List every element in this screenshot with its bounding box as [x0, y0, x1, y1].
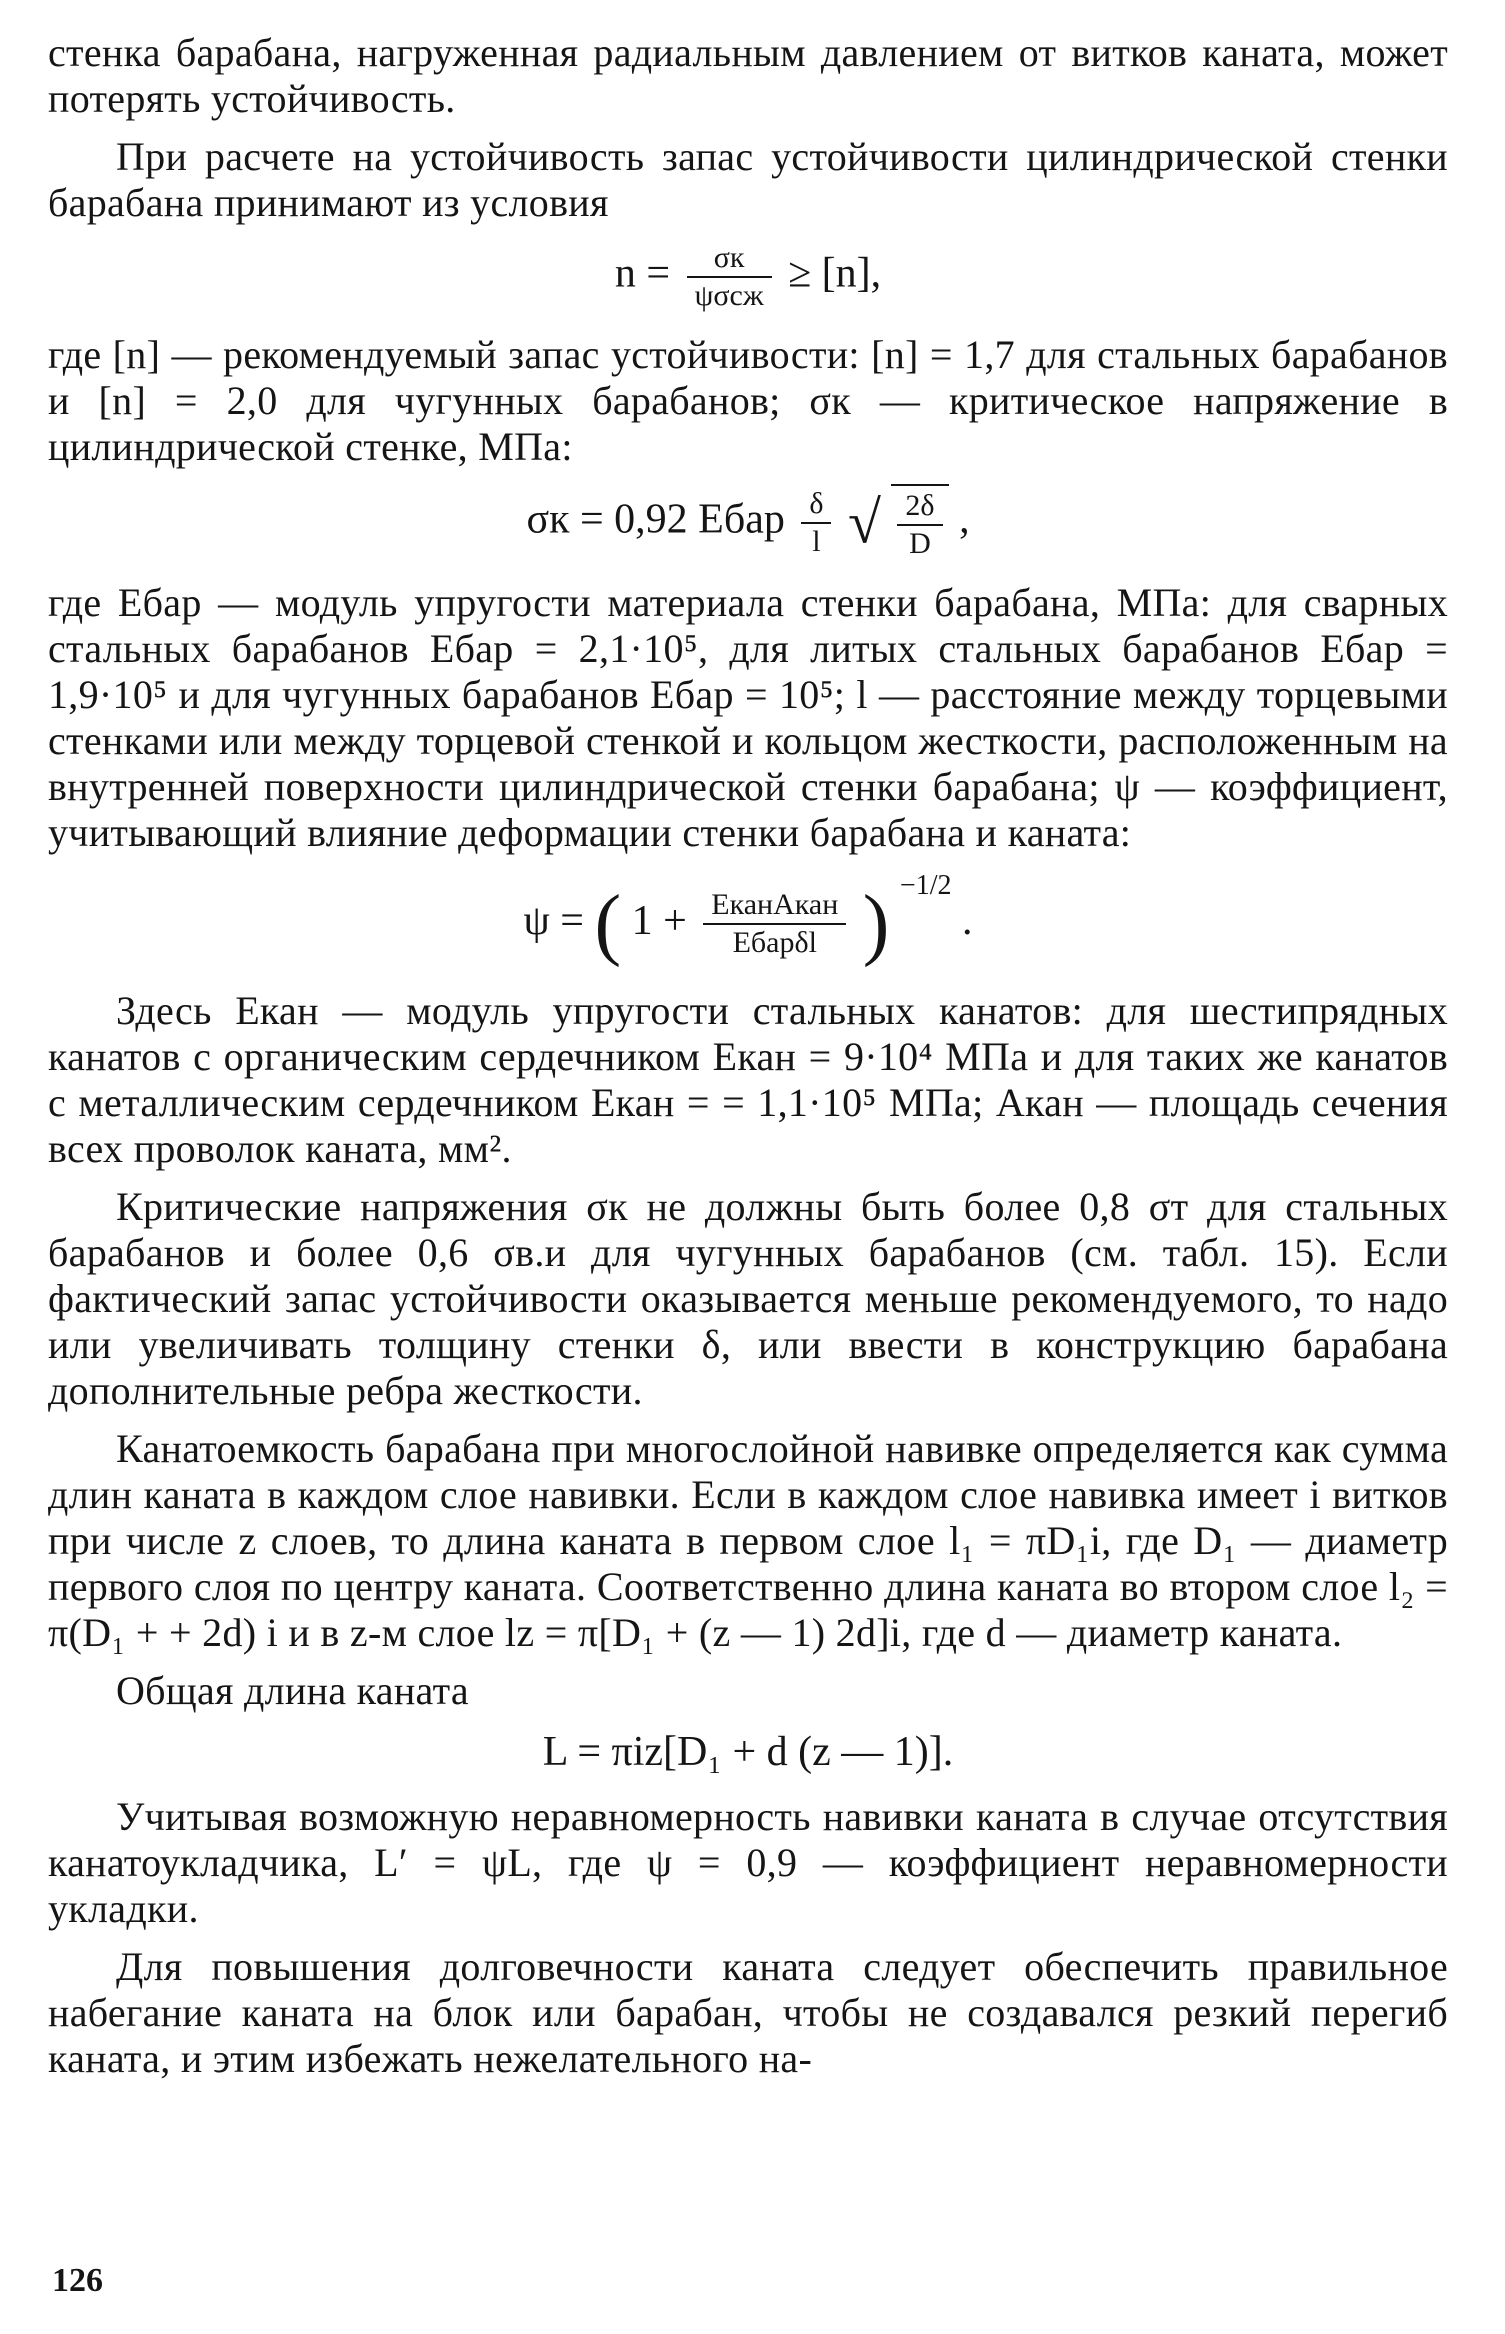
formula-1-numerator: σк	[687, 240, 772, 278]
paragraph-5: Здесь Eкан — модуль упругости стальных канатов: для шестипрядных канатов с органическим сердечником Eкан = 9·10⁴ МПа и для таких же канатов с металлическим сердечником Eкан = = 1,1·10⁵ МПа; Aкан — площадь сечения всех проволок каната, мм².	[48, 987, 1448, 1171]
paragraph-4: где Eбар — модуль упругости материала стенки барабана, МПа: для сварных стальных барабанов Eбар = 2,1·10⁵, для литых стальных барабанов Eбар = 1,9·10⁵ и для чугунных барабанов Eбар = 10⁵; l — расстояние между торцевыми стенками или между торцевой стенкой и кольцом жесткости, расположенным на внутренней поверхности цилиндрической стенки барабана; ψ — коэффициент, учитывающий влияние деформации стенки барабана и каната:	[48, 580, 1448, 855]
paragraph-10: Для повышения долговечности каната следует обеспечить правильное набегание каната на блок или барабан, чтобы не создавался резкий перегиб каната, и этим избежать нежелательного на-	[48, 1943, 1448, 2081]
formula-2-root-denominator: D	[909, 527, 931, 560]
paragraph-3: где [n] — рекомендуемый запас устойчивости: [n] = 1,7 для стальных барабанов и [n] = 2,0 для чугунных барабанов; σк — критическое напряжение в цилиндрической стенке, МПа:	[48, 332, 1448, 469]
formula-3-lhs: ψ =	[523, 898, 584, 944]
formula-1-fraction	[687, 240, 772, 314]
formula-3-exponent: −1/2	[899, 870, 952, 901]
formula-2-fraction	[801, 486, 831, 560]
formula-psi-coefficient	[48, 870, 1448, 970]
formula-total-length	[48, 1728, 1448, 1776]
formula-2-denominator: l	[812, 525, 821, 558]
formula-2-root-numerator: 2δ	[897, 488, 942, 526]
formula-1-lhs: n =	[614, 250, 671, 297]
left-paren-icon: (	[594, 879, 622, 968]
page-number: 126	[52, 2262, 103, 2299]
formula-critical-stress	[48, 484, 1448, 562]
formula-2-tail: ,	[959, 496, 970, 543]
paragraph-6: Критические напряжения σк не должны быть более 0,8 σт для стальных барабанов и более 0,6 σв.и для чугунных барабанов (см. табл. 15). Если фактический запас устойчивости оказывается меньше рекомендуемого, то надо или увеличивать толщину стенки δ, или ввести в конструкцию барабана дополнительные ребра жесткости.	[48, 1183, 1448, 1413]
formula-2-square-root	[848, 484, 949, 562]
paragraph-1: стенка барабана, нагруженная радиальным давлением от витков каната, может потерять устойчивость.	[48, 30, 1448, 121]
formula-2-numerator: δ	[801, 486, 831, 524]
formula-4: L = πiz[D₁ + d (z — 1)].	[542, 1728, 954, 1775]
formula-2-root-fraction	[897, 488, 942, 562]
formula-3-tail: .	[962, 898, 973, 944]
paragraph-9: Учитывая возможную неравномерность навивки каната в случае отсутствия канатоукладчика, L′ = ψL, где ψ = 0,9 — коэффициент неравномерности укладки.	[48, 1793, 1448, 1931]
formula-3-one: 1 +	[631, 898, 687, 944]
formula-3-fraction	[703, 887, 846, 961]
formula-3-numerator: EканAкан	[703, 887, 846, 925]
page-content	[48, 30, 1448, 2094]
formula-1-denominator: ψσсж	[694, 279, 764, 312]
formula-2-radicand	[891, 484, 948, 562]
paragraph-8: Общая длина каната	[116, 1667, 469, 1713]
right-paren-icon: )	[862, 879, 890, 968]
formula-3-denominator: Eбарδl	[732, 926, 817, 960]
formula-2-lhs: σк = 0,92 Eбар	[526, 496, 785, 543]
radical-sign-icon: √	[847, 489, 881, 556]
formula-1-rhs: ≥ [n],	[788, 250, 882, 297]
paragraph-2: При расчете на устойчивость запас устойчивости цилиндрической стенки барабана принимают из условия	[48, 134, 1448, 225]
paragraph-7: Канатоемкость барабана при многослойной навивке определяется как сумма длин каната в каждом слое навивки. Если в каждом слое навивка имеет i витков при числе z слоев, то длина каната в первом слое l₁ = πD₁i, где D₁ — диаметр первого слоя по центру каната. Соответственно длина каната во втором слое l₂ = π(D₁ + + 2d) i и в z-м слое lz = π[D₁ + (z — 1) 2d]i, где d — диаметр каната.	[48, 1425, 1448, 1655]
formula-stability-margin	[48, 240, 1448, 314]
